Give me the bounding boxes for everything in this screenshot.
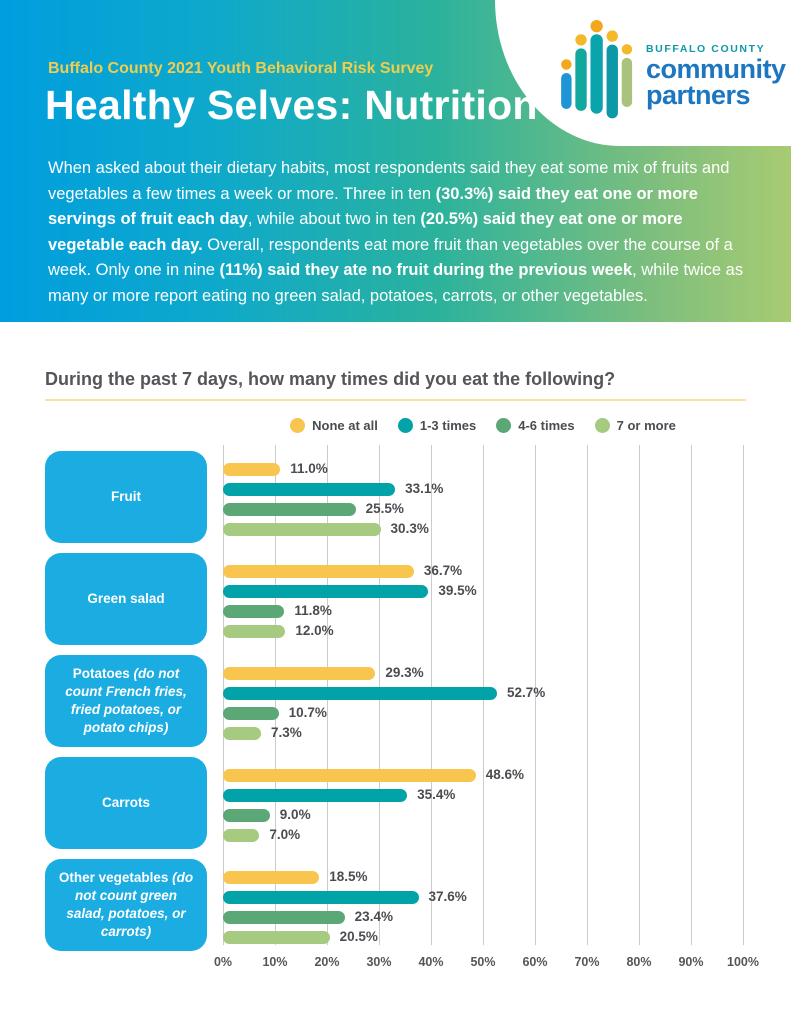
bar-value-label: 25.5%: [365, 501, 404, 516]
legend-item: [290, 418, 378, 433]
bar-value-label: 9.0%: [279, 807, 311, 822]
intro-bold-text: (11%) said they ate no fruit during the previous week: [219, 261, 633, 280]
category-label-main: Fruit: [111, 489, 141, 505]
legend-item: [398, 418, 476, 433]
x-tick-label: 30%: [366, 955, 392, 969]
chart-question-title: During the past 7 days, how many times did you eat the following?: [45, 369, 616, 389]
intro-text: Overall, respondents eat more fruit than vegetables over the course of a week. Only one in nine: [48, 235, 733, 280]
intro-text: , while twice as many or more report eating no green salad, potatoes, carrots, or other vegetables.: [48, 261, 744, 305]
bar: [223, 931, 330, 944]
bar: [223, 565, 414, 578]
x-tick-label: 40%: [418, 955, 444, 969]
bar: [223, 707, 279, 720]
category-label: [87, 590, 164, 608]
x-tick-label: 100%: [727, 955, 759, 969]
legend-dot: [290, 418, 305, 433]
legend-dot: [398, 418, 413, 433]
intro-bold-text: (30.3%) said they eat one or more servings of fruit each day: [48, 184, 698, 229]
bar-value-label: 10.7%: [288, 705, 327, 720]
bar-value-label: 7.3%: [270, 725, 302, 740]
header-banner: [0, 0, 791, 322]
bar: [223, 871, 319, 884]
bar: [223, 727, 261, 740]
legend-label: 7 or more: [616, 418, 676, 433]
category-label-main: Carrots: [101, 795, 150, 811]
category-label-box: [45, 553, 207, 645]
bar-value-label: 33.1%: [405, 481, 444, 496]
x-tick-label: 0%: [213, 955, 233, 969]
community-partners-logo: [561, 20, 786, 131]
bar: [223, 789, 407, 802]
category-label-box: [45, 451, 207, 543]
bar-value-label: 11.0%: [290, 461, 328, 476]
bar-value-label: 23.4%: [354, 909, 393, 924]
bar: [223, 809, 270, 822]
title-underline: [45, 399, 746, 401]
x-tick-label: 10%: [262, 955, 288, 969]
category-label-main: Potatoes: [72, 666, 130, 682]
x-tick-label: 90%: [678, 955, 704, 969]
x-tick-label: 60%: [522, 955, 548, 969]
logo-org-community: community: [646, 54, 786, 85]
bar-chart: [0, 445, 791, 1005]
logo-container: [495, 0, 791, 146]
bar: [223, 523, 381, 536]
intro-bold-text: (20.5%) said they eat one or more vegetable each day.: [48, 210, 683, 254]
category-label-box: [45, 859, 207, 951]
bar-value-label: 36.7%: [423, 563, 463, 578]
bar-value-label: 12.0%: [295, 623, 334, 638]
legend-label: None at all: [312, 418, 378, 433]
bar: [223, 667, 375, 680]
legend-dot: [496, 418, 511, 433]
bar: [223, 605, 284, 618]
category-label-note: (do not count green salad, potatoes, or carrots): [66, 870, 194, 939]
bar-value-label: 11.8%: [294, 603, 332, 618]
intro-text: , while about two in ten: [247, 210, 421, 229]
bar: [223, 503, 356, 516]
intro-text: When asked about their dietary habits, most respondents said they eat some mix of fruits and vegetables a few times a week or more. Three in ten: [48, 159, 730, 203]
x-tick-label: 20%: [314, 955, 340, 969]
category-label: [56, 665, 196, 736]
category-label-note: (do not count French fries, fried potatoes, or potato chips): [65, 666, 187, 735]
chart-group: [0, 655, 791, 751]
x-tick-label: 80%: [626, 955, 652, 969]
chart-group: [0, 451, 791, 547]
bar-value-label: 29.3%: [385, 665, 424, 680]
bar: [223, 625, 285, 638]
logo-org-county: BUFFALO COUNTY: [646, 43, 766, 56]
bar: [223, 769, 476, 782]
bar: [223, 463, 280, 476]
bar-value-label: 37.6%: [428, 889, 467, 904]
legend-item: [496, 418, 574, 433]
category-label-box: [45, 757, 207, 849]
bar: [223, 891, 419, 904]
legend-dot: [595, 418, 610, 433]
logo-org-partners: partners: [646, 79, 751, 110]
chart-legend: [223, 418, 743, 433]
bar: [223, 687, 497, 700]
bar-value-label: 52.7%: [507, 685, 546, 700]
bar: [223, 829, 259, 842]
bar-value-label: 7.0%: [269, 827, 301, 842]
bar-value-label: 18.5%: [329, 869, 368, 884]
bar-value-label: 30.3%: [390, 521, 429, 536]
category-label-box: [45, 655, 207, 747]
x-tick-label: 50%: [470, 955, 496, 969]
category-label: [111, 488, 141, 506]
people-bars-logo-icon: [561, 20, 637, 131]
legend-label: 1-3 times: [419, 418, 477, 433]
bar: [223, 911, 345, 924]
bar-value-label: 48.6%: [485, 767, 524, 782]
bar-value-label: 39.5%: [438, 583, 477, 598]
survey-eyebrow: Buffalo County 2021 Youth Behavioral Risk Survey: [48, 60, 434, 77]
chart-group: [0, 553, 791, 649]
logo-text: [646, 43, 786, 110]
category-label-main: Green salad: [87, 591, 165, 607]
x-tick-label: 70%: [574, 955, 600, 969]
chart-group: [0, 859, 791, 955]
intro-paragraph: [48, 156, 754, 309]
chart-group: [0, 757, 791, 853]
page-title: Healthy Selves: Nutrition: [45, 82, 538, 128]
legend-item: [595, 418, 676, 433]
bar-value-label: 35.4%: [417, 787, 456, 802]
category-label: [56, 869, 196, 940]
category-label-main: Other vegetables: [58, 870, 169, 886]
legend-label: 4-6 times: [518, 418, 575, 433]
bar: [223, 483, 395, 496]
category-label: [102, 794, 150, 812]
bar: [223, 585, 428, 598]
bar-value-label: 20.5%: [339, 929, 378, 944]
